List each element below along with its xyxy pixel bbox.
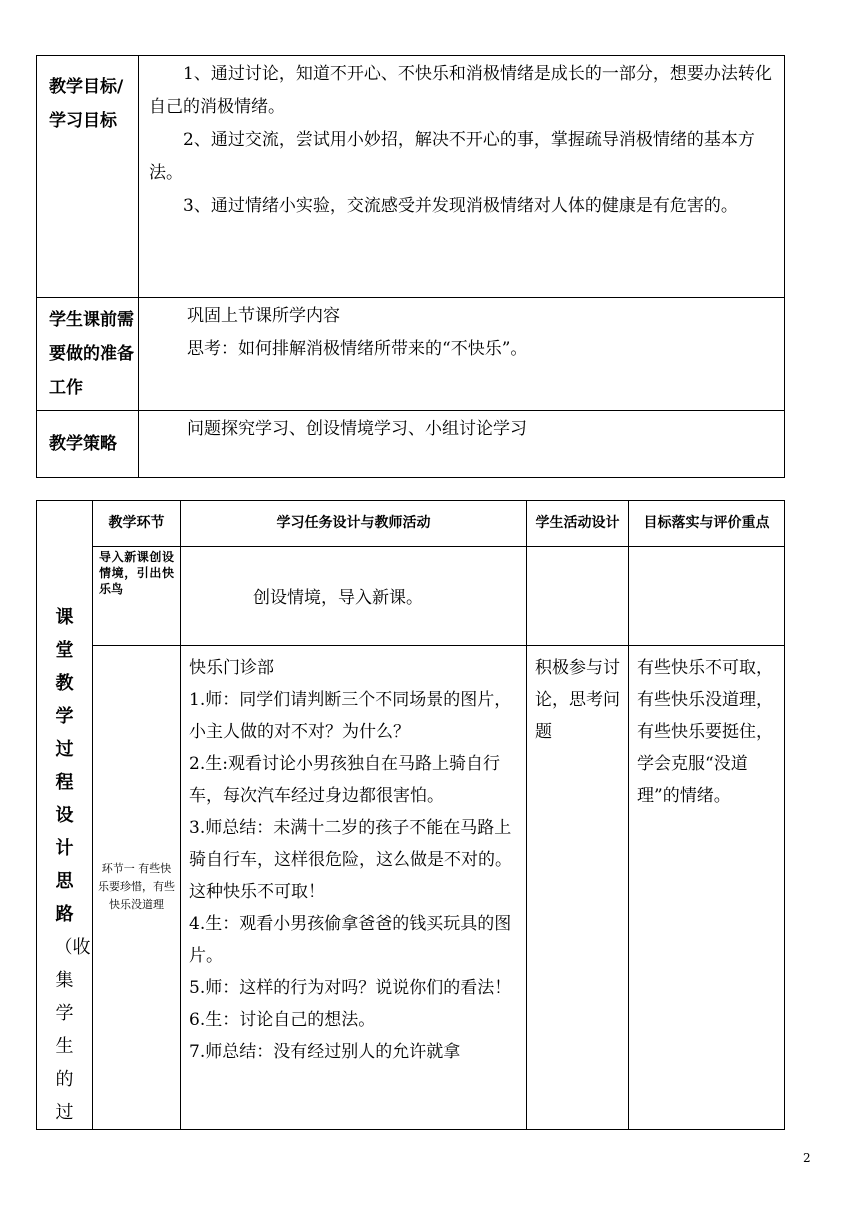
tasks-intro-text: 创设情境，导入新课。 xyxy=(253,588,423,609)
stage-one: 环节一 有些快乐要珍惜，有些快乐没道理 xyxy=(93,645,181,1129)
goals-label xyxy=(37,56,139,298)
strategy-cell xyxy=(139,411,785,478)
student-intro-cell xyxy=(527,546,629,645)
page-number: 2 xyxy=(803,1151,811,1165)
strategy-label xyxy=(37,411,139,478)
goal-2: 2、通过交流，尝试用小妙招，解决不开心的事，掌握疏导消极情绪的基本方法。 xyxy=(149,130,755,183)
prep-label-text: 学生课前需要做的准备工作 xyxy=(49,310,134,398)
goal-one-text: 有些快乐不可取，有些快乐没道理，有些快乐要挺住，学会克服“没道理”的情绪。 xyxy=(637,657,773,806)
header-stage: 教学环节 xyxy=(93,501,181,547)
prep-label xyxy=(37,298,139,411)
student-one-text: 积极参与讨论，思考问题 xyxy=(535,657,620,742)
task-line-1: 1.师：同学们请判断三个不同场景的图片，小主人做的对不对？为什么？ xyxy=(189,689,512,742)
process-table xyxy=(36,500,785,1130)
goal-one-cell xyxy=(629,645,785,1129)
header-student: 学生活动设计 xyxy=(527,501,629,547)
task-line-0: 快乐门诊部 xyxy=(189,657,274,678)
prep-item-2: 思考：如何排解消极情绪所带来的“不快乐”。 xyxy=(187,339,528,359)
stage-intro: 导入新课创设情境，引出快乐鸟 xyxy=(93,546,181,645)
tasks-intro-cell xyxy=(181,546,527,645)
goals-label-text: 教学目标/学习目标 xyxy=(49,77,124,131)
student-one-cell xyxy=(527,645,629,1129)
goal-intro-cell xyxy=(629,546,785,645)
task-line-7: 7.师总结：没有经过别人的允许就拿 xyxy=(189,1041,461,1062)
task-line-4: 4.生：观看小男孩偷拿爸爸的钱买玩具的图片。 xyxy=(189,913,512,966)
side-title: 课堂教学过程设计思路 xyxy=(55,607,74,925)
lesson-overview-table xyxy=(36,55,785,478)
strategy-text: 问题探究学习、创设情境学习、小组讨论学习 xyxy=(187,419,527,439)
header-goal: 目标落实与评价重点 xyxy=(629,501,785,547)
goal-3: 3、通过情绪小实验，交流感受并发现消极情绪对人体的健康是有危害的。 xyxy=(183,196,738,216)
task-line-3: 3.师总结：未满十二岁的孩子不能在马路上骑自行车，这样很危险，这么做是不对的。这种快乐不可取！ xyxy=(189,817,512,902)
header-tasks: 学习任务设计与教师活动 xyxy=(181,501,527,547)
tasks-one-cell xyxy=(181,645,527,1129)
task-line-2: 2.生:观看讨论小男孩独自在马路上骑自行车，每次汽车经过身边都很害怕。 xyxy=(189,753,500,806)
task-line-6: 6.生：讨论自己的想法。 xyxy=(189,1009,376,1030)
strategy-label-text: 教学策略 xyxy=(49,434,117,454)
goal-1: 1、通过讨论，知道不开心、不快乐和消极情绪是成长的一部分，想要办法转化自己的消极情绪。 xyxy=(149,64,772,117)
task-line-5: 5.师：这样的行为对吗？说说你们的看法！ xyxy=(189,977,512,998)
goals-cell xyxy=(139,56,785,298)
prep-cell xyxy=(139,298,785,411)
prep-item-1: 巩固上节课所学内容 xyxy=(187,306,340,326)
side-title-cell xyxy=(37,501,93,1130)
side-subtitle: （收集学生的过 xyxy=(54,937,91,1123)
